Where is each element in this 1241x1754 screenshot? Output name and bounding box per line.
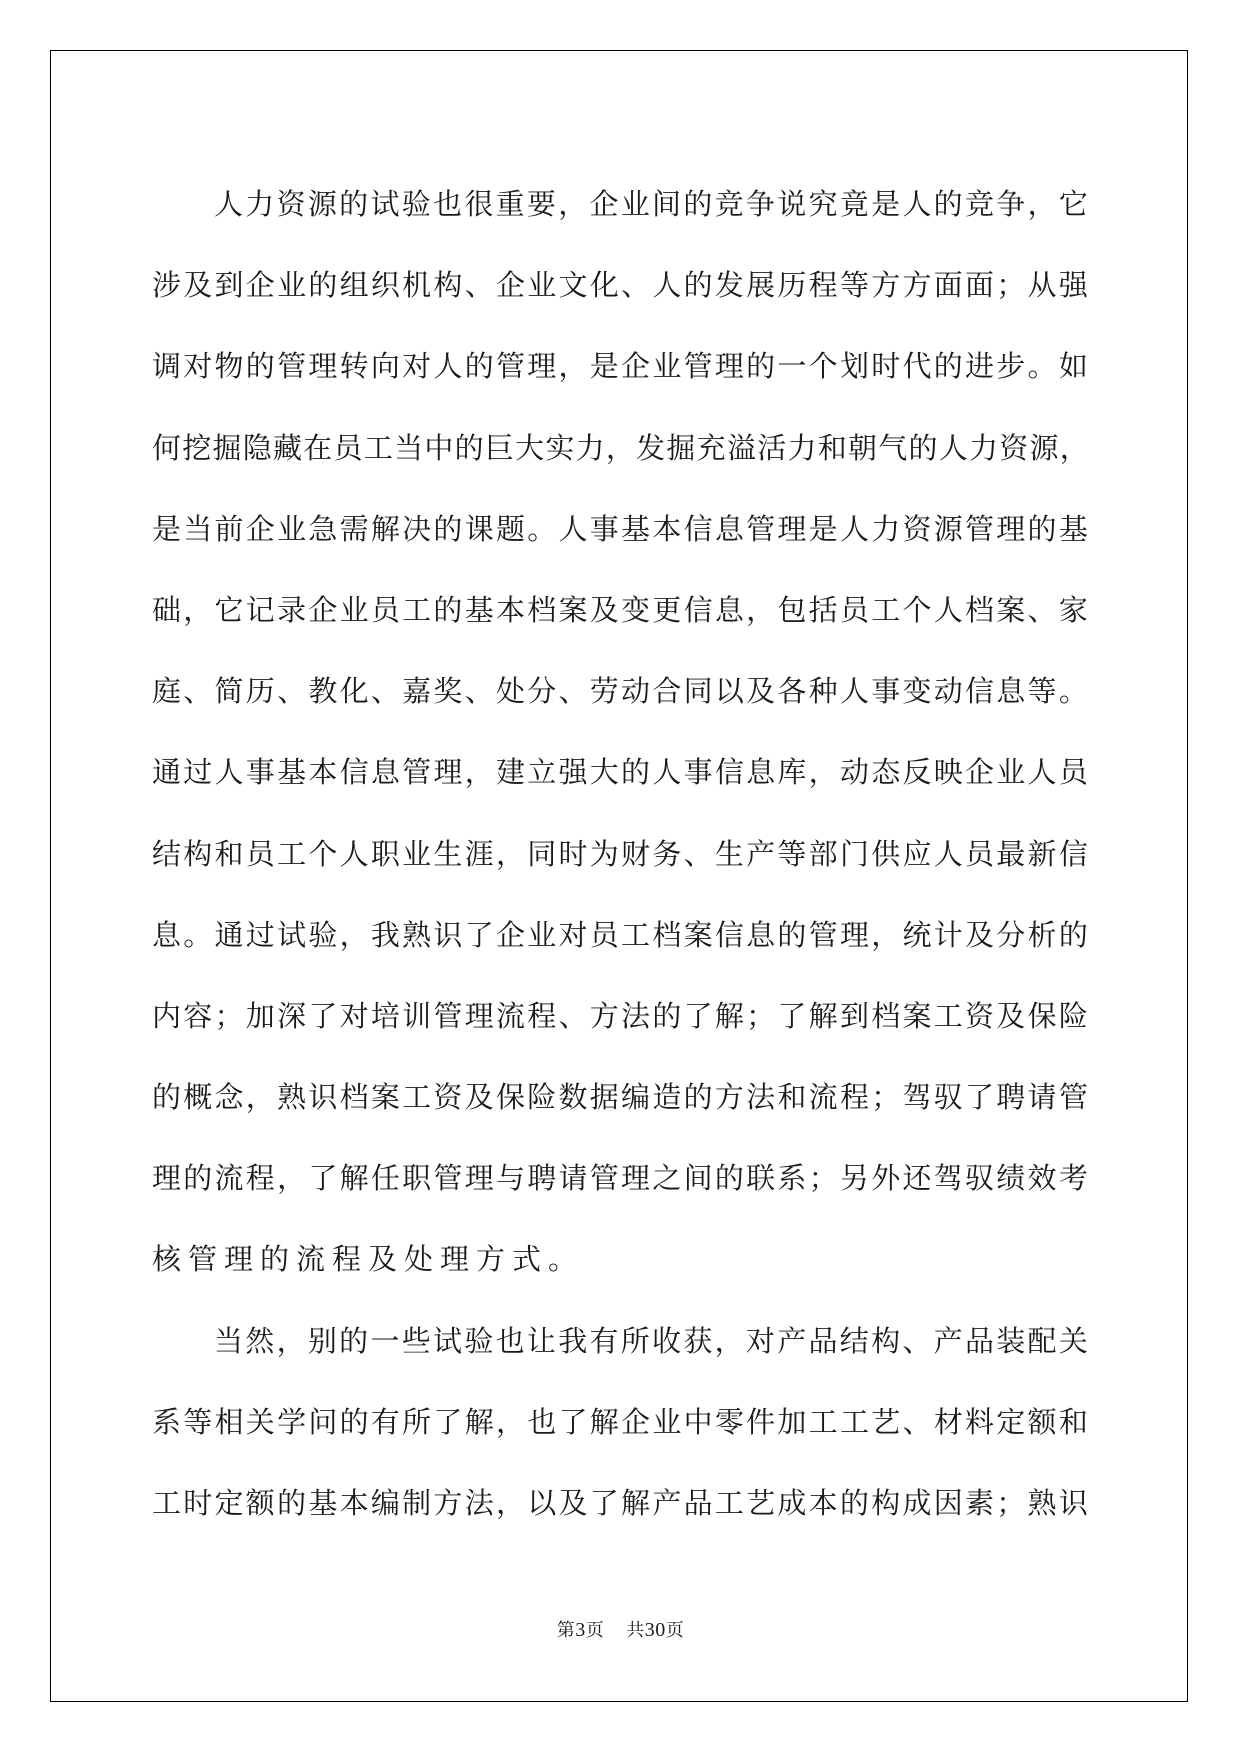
- text-line: 内容；加深了对培训管理流程、方法的了解；了解到档案工资及保险: [152, 998, 1091, 1033]
- text-line: 调对物的管理转向对人的管理，是企业管理的一个划时代的进步。如: [152, 349, 1091, 384]
- total-label-prefix: 共: [626, 1620, 645, 1641]
- text-line: 核管理的流程及处理方式。: [152, 1242, 585, 1277]
- text-line: 结构和员工个人职业生涯，同时为财务、生产等部门供应人员最新信: [152, 836, 1091, 871]
- page-label-prefix: 第: [556, 1620, 576, 1641]
- text-line: 础，它记录企业员工的基本档案及变更信息，包括员工个人档案、家: [152, 592, 1091, 627]
- text-line: 是当前企业急需解决的课题。人事基本信息管理是人力资源管理的基: [152, 511, 1091, 546]
- text-line: 何挖掘隐藏在员工当中的巨大实力，发掘充溢活力和朝气的人力资源，: [152, 430, 1091, 465]
- page-footer: [0, 1616, 1241, 1642]
- text-line: 息。通过试验，我熟识了企业对员工档案信息的管理，统计及分析的: [152, 917, 1091, 952]
- text-line: 理的流程，了解任职管理与聘请管理之间的联系；另外还驾驭绩效考: [152, 1161, 1091, 1196]
- document-body: [152, 164, 1090, 1544]
- page-label-suffix: 页: [585, 1620, 605, 1641]
- text-line: 系等相关学问的有所了解，也了解企业中零件加工工艺、材料定额和: [152, 1404, 1091, 1439]
- total-pages: 30: [644, 1619, 666, 1641]
- paragraph-other-experiments: [152, 1301, 1090, 1545]
- total-label-suffix: 页: [665, 1620, 685, 1641]
- text-line: 涉及到企业的组织机构、企业文化、人的发展历程等方方面面；从强: [152, 268, 1091, 303]
- text-line: 人力资源的试验也很重要，企业间的竞争说究竟是人的竞争，它: [214, 187, 1091, 221]
- text-line: 通过人事基本信息管理，建立强大的人事信息库，动态反映企业人员: [152, 755, 1091, 790]
- paragraph-human-resources: [152, 164, 1090, 1301]
- text-line: 的概念，熟识档案工资及保险数据编造的方法和流程；驾驭了聘请管: [152, 1080, 1091, 1115]
- text-line: 工时定额的基本编制方法，以及了解产品工艺成本的构成因素；熟识: [152, 1486, 1091, 1520]
- page-number: 3: [575, 1619, 586, 1641]
- text-line: 庭、简历、教化、嘉奖、处分、劳动合同以及各种人事变动信息等。: [152, 674, 1091, 709]
- text-line: 当然，别的一些试验也让我有所收获，对产品结构、产品装配关: [214, 1323, 1091, 1358]
